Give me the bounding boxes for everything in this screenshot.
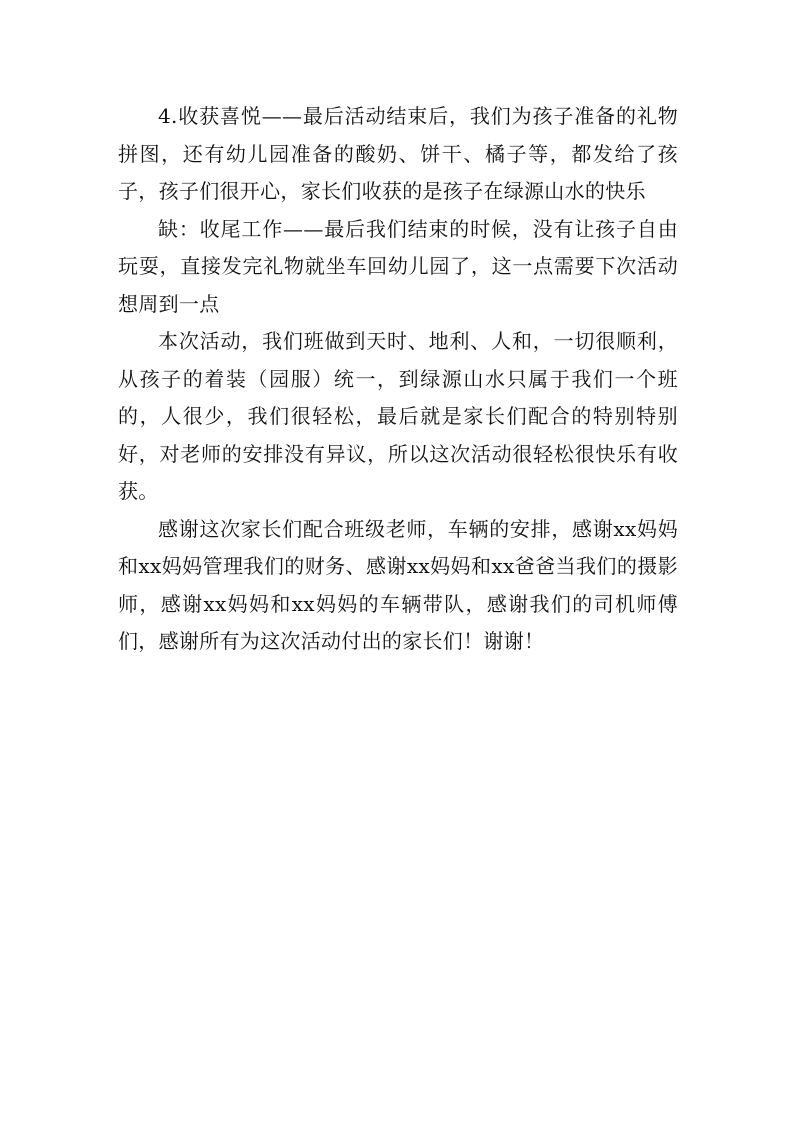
paragraph-summary: 本次活动，我们班做到天时、地利、人和，一切很顺利，从孩子的着装（园服）统一，到绿源山水只属于我们一个班的，人很少，我们很轻松，最后就是家长们配合的特别特别好，对老师的安排没有异议，所以这次活动很轻松很快乐有收获。 [118,329,678,503]
paragraph-harvest: 4.收获喜悦——最后活动结束后，我们为孩子准备的礼物拼图，还有幼儿园准备的酸奶、饼干、橘子等，都发给了孩子，孩子们很开心，家长们收获的是孩子在绿源山水的快乐 [118,104,678,203]
paragraph-shortcoming: 缺：收尾工作——最后我们结束的时候，没有让孩子自由玩耍，直接发完礼物就坐车回幼儿园了，这一点需要下次活动想周到一点 [118,216,678,316]
paragraph-thanks: 感谢这次家长们配合班级老师，车辆的安排，感谢xx妈妈和xx妈妈管理我们的财务、感谢xx妈妈和xx爸爸当我们的摄影师，感谢xx妈妈和xx妈妈的车辆带队，感谢我们的司机师傅们，感谢所有为这次活动付出的家长们！谢谢！ [118,516,678,653]
document-body [118,98,678,661]
